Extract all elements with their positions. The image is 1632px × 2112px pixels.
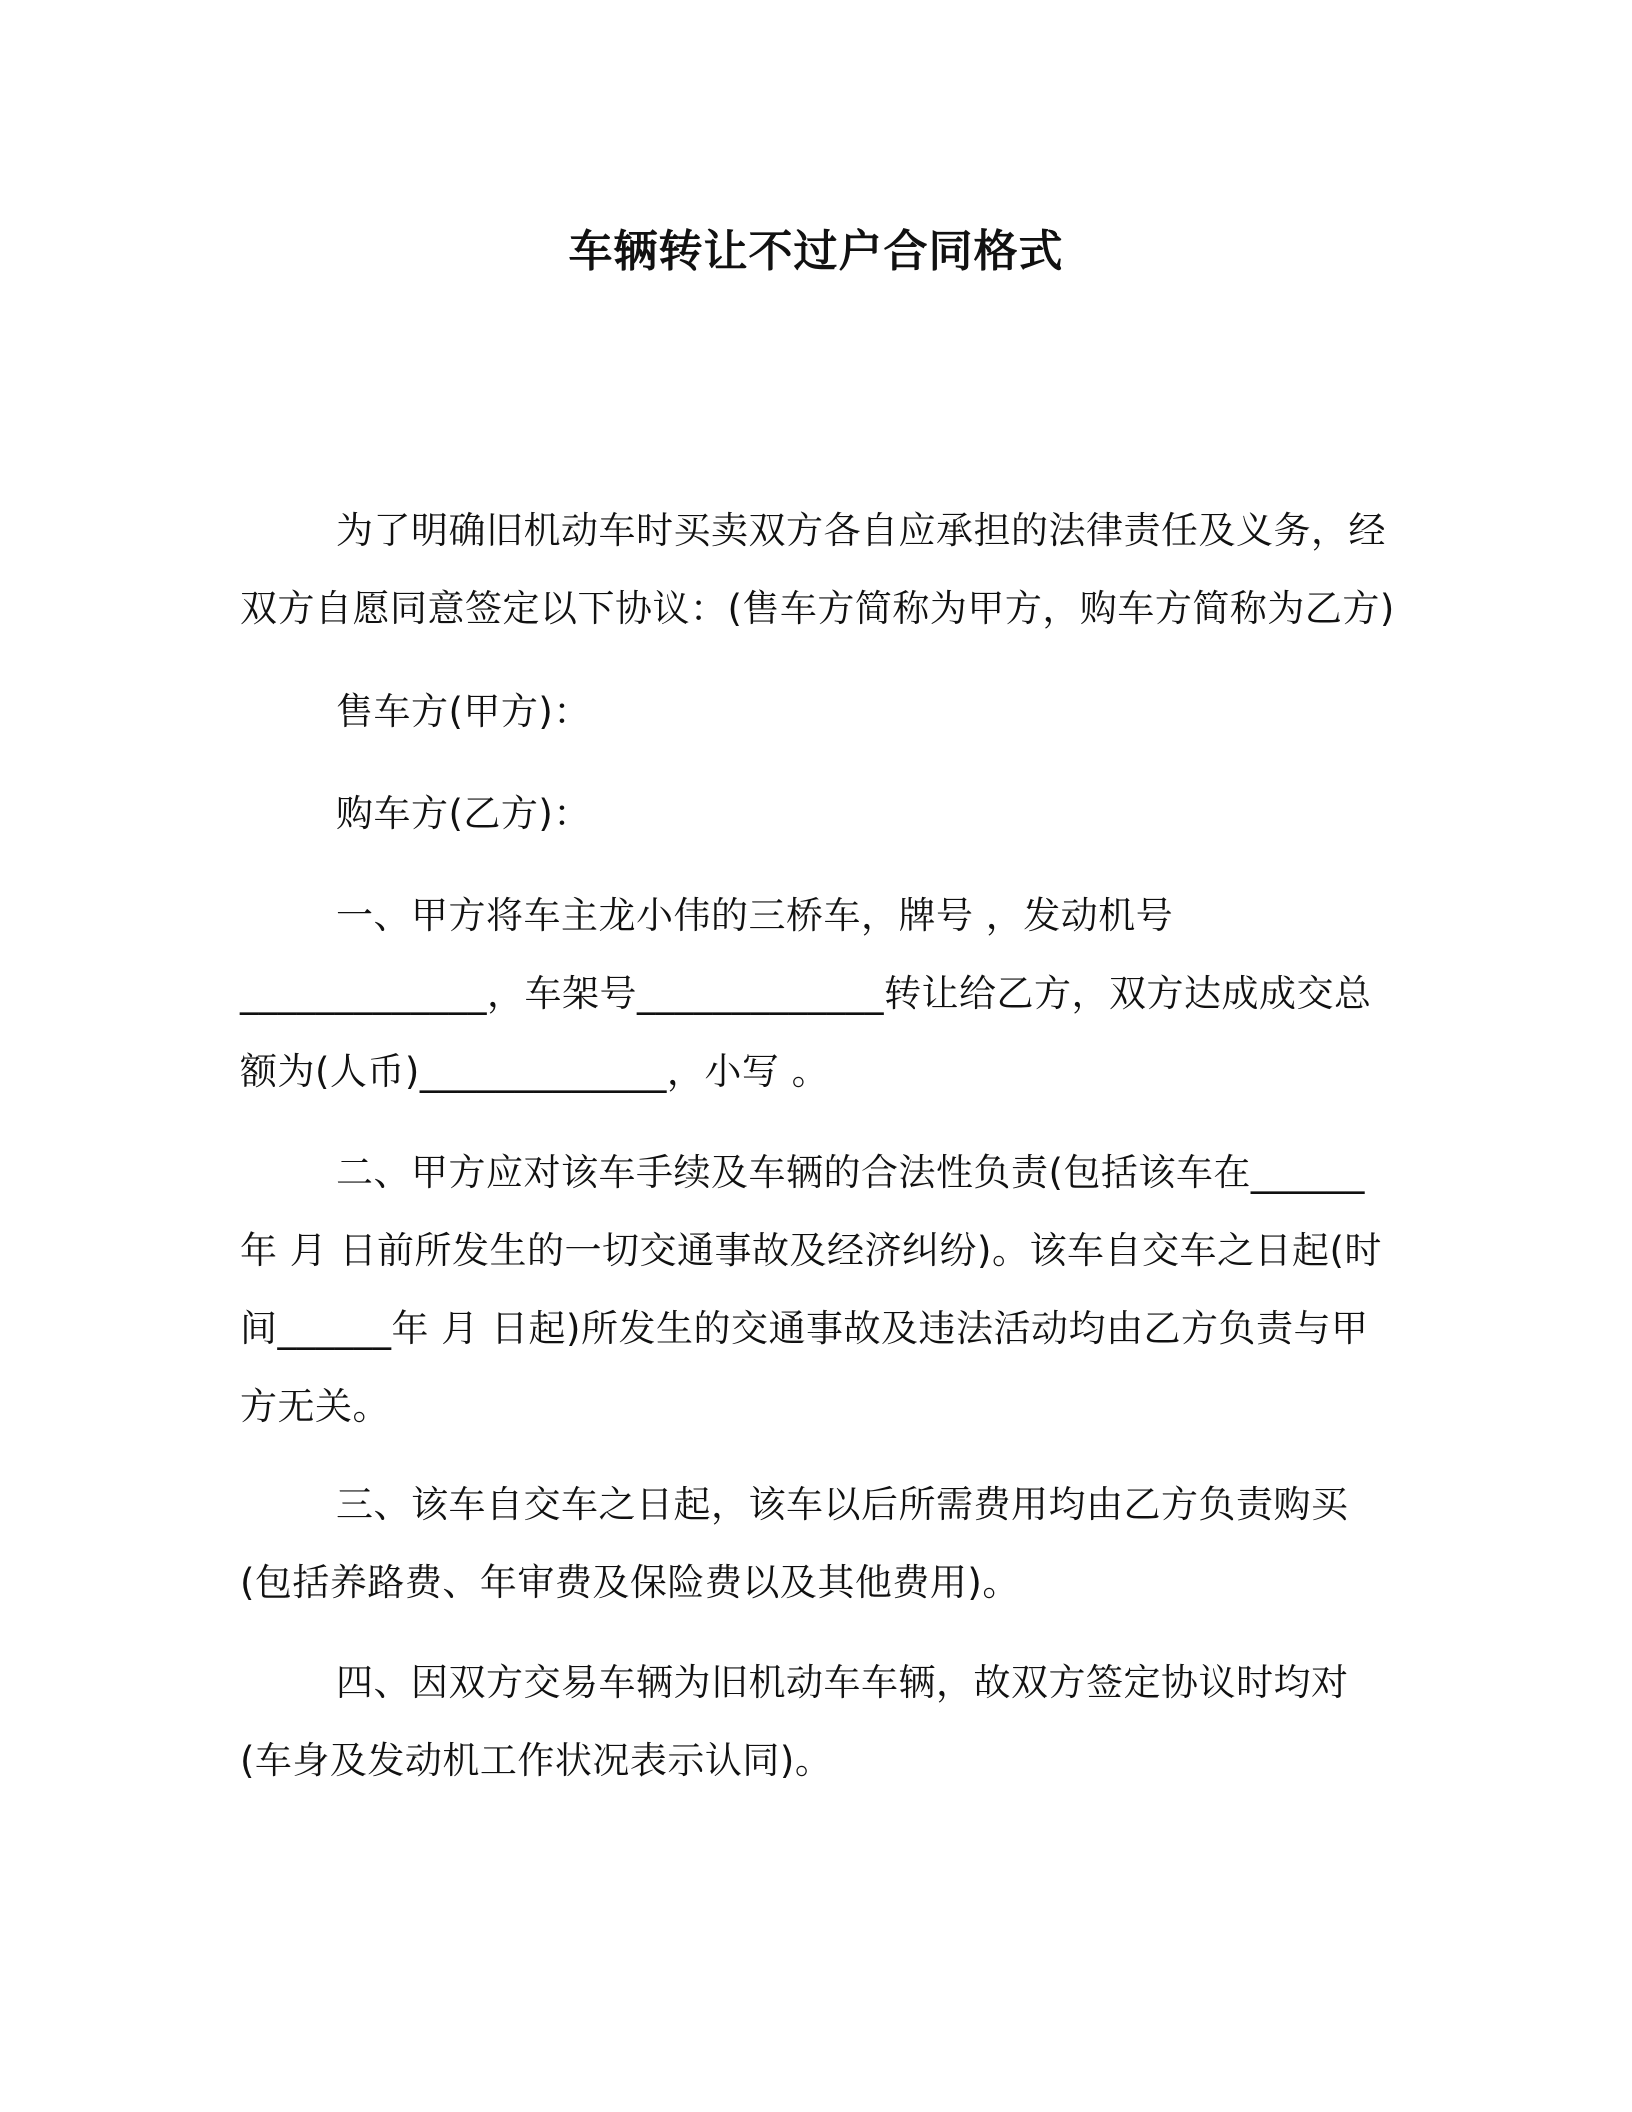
clause-1 bbox=[240, 877, 1400, 1111]
clause-2-line-4: 方无关。 bbox=[240, 1385, 390, 1428]
clause-1-line-3: 额为(人币)_____________，小写 。 bbox=[240, 1050, 830, 1093]
buyer-line bbox=[240, 775, 1400, 853]
clause-3 bbox=[240, 1466, 1400, 1622]
clause-1-line-1: 一、甲方将车主龙小伟的三桥车，牌号 ，发动机号 bbox=[336, 894, 1174, 937]
intro-line-1: 为了明确旧机动车时买卖双方各自应承担的法律责任及义务，经 bbox=[336, 509, 1386, 552]
clause-4-line-2: (车身及发动机工作状况表示认同)。 bbox=[240, 1739, 833, 1782]
seller-line bbox=[240, 673, 1400, 751]
clause-4-line-1: 四、因双方交易车辆为旧机动车车辆，故双方签定协议时均对 bbox=[336, 1661, 1349, 1704]
clause-2-line-2: 年 月 日前所发生的一切交通事故及经济纠纷)。该车自交车之日起(时 bbox=[240, 1229, 1382, 1272]
clause-2-line-3: 间______年 月 日起)所发生的交通事故及违法活动均由乙方负责与甲 bbox=[240, 1307, 1369, 1350]
intro-paragraph bbox=[240, 492, 1400, 648]
buyer-label: 购车方(乙方)： bbox=[336, 792, 591, 835]
clause-3-line-2: (包括养路费、年审费及保险费以及其他费用)。 bbox=[240, 1561, 1020, 1604]
seller-label: 售车方(甲方)： bbox=[336, 690, 591, 733]
clause-2 bbox=[240, 1134, 1400, 1446]
clause-1-line-2: _____________，车架号_____________转让给乙方，双方达成成交总 bbox=[240, 972, 1372, 1015]
intro-line-2: 双方自愿同意签定以下协议：(售车方简称为甲方，购车方简称为乙方) bbox=[240, 587, 1395, 630]
clause-3-line-1: 三、该车自交车之日起，该车以后所需费用均由乙方负责购买 bbox=[336, 1483, 1349, 1526]
clause-4 bbox=[240, 1644, 1400, 1800]
clause-2-line-1: 二、甲方应对该车手续及车辆的合法性负责(包括该车在______ bbox=[336, 1151, 1365, 1194]
document-title: 车辆转让不过户合同格式 bbox=[568, 226, 1064, 277]
